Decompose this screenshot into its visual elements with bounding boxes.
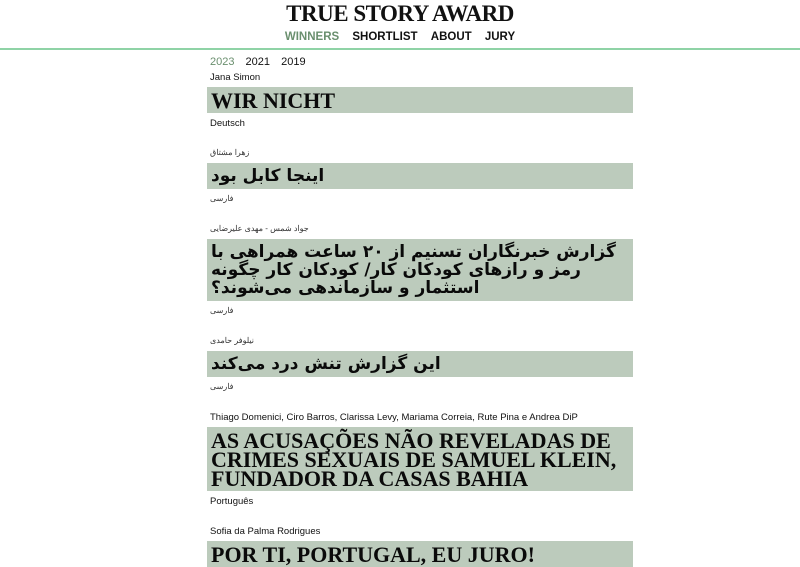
year-tab-2021[interactable]: 2021: [245, 56, 271, 68]
header-divider: [0, 48, 800, 50]
entry-author: جواد شمس - مهدی علیرضایی: [210, 224, 309, 233]
entry-title[interactable]: WIR NICHT: [207, 87, 633, 113]
site-header: [0, 0, 800, 48]
nav-about[interactable]: ABOUT: [430, 31, 472, 43]
entry-author: Jana Simon: [210, 72, 261, 83]
entry-language: فارسی: [210, 306, 234, 315]
entry-title[interactable]: گزارش خبرنگاران تسنیم از ۲۰ ساعت همراهی با رمز و رازهای کودکان کار/ کودکان کار چگونه استثمار و سازماندهی می‌شوند؟: [207, 239, 633, 301]
entry-language: Deutsch: [210, 118, 245, 129]
entry-title[interactable]: POR TI, PORTUGAL, EU JURO!: [207, 541, 633, 567]
entry-author: Thiago Domenici, Ciro Barros, Clarissa Levy, Mariama Correia, Rute Pina e Andrea DiP: [210, 412, 578, 423]
nav-jury[interactable]: JURY: [484, 31, 516, 43]
year-tabs: [210, 56, 633, 70]
year-tab-2023[interactable]: 2023: [210, 56, 235, 68]
entry-title[interactable]: AS ACUSAÇÕES NÃO REVELADAS DE CRIMES SEXUAIS DE SAMUEL KLEIN, FUNDADOR DA CASAS BAHIA: [207, 427, 633, 491]
nav-shortlist[interactable]: SHORTLIST: [352, 31, 418, 43]
entry-language: فارسی: [210, 382, 234, 391]
entry-language: فارسی: [210, 194, 234, 203]
main-nav: [0, 31, 800, 43]
entry-author: Sofia da Palma Rodrigues: [210, 526, 321, 537]
entry-title[interactable]: اینجا کابل بود: [207, 163, 633, 189]
site-logo[interactable]: TRUE STORY AWARD: [286, 1, 514, 26]
entry-language: Português: [210, 496, 254, 507]
entry-author: زهرا مشتاق: [210, 148, 250, 157]
entry-title[interactable]: این گزارش تنش درد می‌کند: [207, 351, 633, 377]
winners-list: [207, 51, 633, 567]
year-tab-2019[interactable]: 2019: [281, 56, 306, 68]
entry-author: نیلوفر حامدی: [210, 336, 255, 345]
nav-winners[interactable]: WINNERS: [284, 31, 340, 43]
